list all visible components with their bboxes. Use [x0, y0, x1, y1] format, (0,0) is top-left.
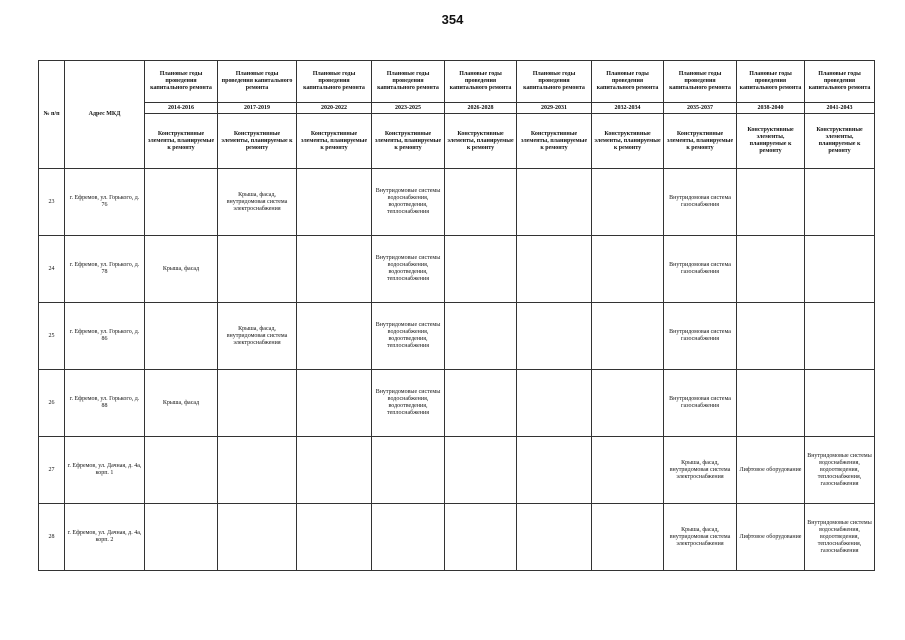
repair-elements-cell [592, 236, 664, 303]
period-years: 2029-2031 [517, 103, 592, 114]
repair-elements-cell: Крыша, фасад [145, 236, 218, 303]
period-elements-label: Конструктивные элементы, планируемые к ремонту [664, 114, 737, 169]
repair-elements-cell: Внутридомовые системы водоснабжения, водоотведения, теплоснабжения [372, 169, 445, 236]
period-elements-label: Конструктивные элементы, планируемые к ремонту [592, 114, 664, 169]
period-title: Плановые годы проведения капитального ремонта [517, 61, 592, 103]
period-years: 2026-2028 [445, 103, 517, 114]
repair-elements-cell [805, 169, 875, 236]
repair-elements-cell [297, 236, 372, 303]
repair-elements-cell: Внутридомовые системы водоснабжения, водоотведения, теплоснабжения [372, 370, 445, 437]
header-address: Адрес МКД [65, 61, 145, 169]
repair-elements-cell: Внутридомовая система газоснабжения [664, 236, 737, 303]
period-years: 2014-2016 [145, 103, 218, 114]
period-years: 2038-2040 [737, 103, 805, 114]
repair-elements-cell [145, 169, 218, 236]
period-elements-label: Конструктивные элементы, планируемые к ремонту [805, 114, 875, 169]
period-elements-label: Конструктивные элементы, планируемые к ремонту [145, 114, 218, 169]
repair-elements-cell [517, 370, 592, 437]
repair-elements-cell [805, 370, 875, 437]
row-address: г. Ефремов, ул. Дачная, д. 4а, корп. 2 [65, 504, 145, 571]
period-years: 2032-2034 [592, 103, 664, 114]
repair-elements-cell [297, 370, 372, 437]
table-row [39, 236, 875, 303]
repair-elements-cell [517, 303, 592, 370]
period-title: Плановые годы проведения капитального ремонта [372, 61, 445, 103]
table-row [39, 504, 875, 571]
period-title: Плановые годы проведения капитального ремонта [805, 61, 875, 103]
header-number: № п/п [39, 61, 65, 169]
table-row [39, 437, 875, 504]
period-title: Плановые годы проведения капитального ремонта [664, 61, 737, 103]
repair-elements-cell [218, 236, 297, 303]
row-number: 27 [39, 437, 65, 504]
repair-elements-cell [297, 437, 372, 504]
row-number: 24 [39, 236, 65, 303]
repair-elements-cell [737, 169, 805, 236]
period-elements-label: Конструктивные элементы, планируемые к ремонту [445, 114, 517, 169]
repair-elements-cell [517, 169, 592, 236]
repair-elements-cell [592, 504, 664, 571]
repair-elements-cell [445, 370, 517, 437]
row-number: 28 [39, 504, 65, 571]
repair-elements-cell: Крыша, фасад, внутридомовая система электроснабжения [218, 169, 297, 236]
table-row [39, 370, 875, 437]
repair-elements-cell [445, 437, 517, 504]
repair-elements-cell [592, 370, 664, 437]
row-address: г. Ефремов, ул. Горького, д. 78 [65, 236, 145, 303]
repair-elements-cell [737, 236, 805, 303]
repair-elements-cell: Внутридомовые системы водоснабжения, водоотведения, теплоснабжения [372, 236, 445, 303]
repair-elements-cell [372, 504, 445, 571]
repair-elements-cell [218, 370, 297, 437]
repair-elements-cell [737, 370, 805, 437]
repair-elements-cell [372, 437, 445, 504]
period-elements-label: Конструктивные элементы, планируемые к ремонту [297, 114, 372, 169]
repair-elements-cell: Внутридомовые системы водоснабжения, водоотведения, теплоснабжения [372, 303, 445, 370]
period-title: Плановые годы проведения капитального ремонта [592, 61, 664, 103]
repair-elements-cell: Лифтовое оборудование [737, 437, 805, 504]
row-number: 26 [39, 370, 65, 437]
period-title: Плановые годы проведения капитального ремонта [445, 61, 517, 103]
repair-elements-cell [517, 236, 592, 303]
repair-elements-cell: Крыша, фасад, внутридомовая система электроснабжения [664, 437, 737, 504]
row-address: г. Ефремов, ул. Горького, д. 86 [65, 303, 145, 370]
repair-elements-cell [517, 504, 592, 571]
period-years: 2017-2019 [218, 103, 297, 114]
repair-elements-cell: Крыша, фасад, внутридомовая система электроснабжения [664, 504, 737, 571]
row-address: г. Ефремов, ул. Дачная, д. 4а, корп. 1 [65, 437, 145, 504]
row-number: 23 [39, 169, 65, 236]
repair-elements-cell [592, 437, 664, 504]
repair-elements-cell [445, 303, 517, 370]
row-address: г. Ефремов, ул. Горького, д. 76 [65, 169, 145, 236]
period-title: Плановые годы проведения капитального ремонта [218, 61, 297, 103]
repair-elements-cell: Внутридомовые системы водоснабжения, водоотведения, теплоснабжения, газоснабжения [805, 504, 875, 571]
repair-elements-cell: Крыша, фасад, внутридомовая система электроснабжения [218, 303, 297, 370]
period-title: Плановые годы проведения капитального ремонта [297, 61, 372, 103]
repair-elements-cell [737, 303, 805, 370]
repair-elements-cell: Лифтовое оборудование [737, 504, 805, 571]
period-years: 2020-2022 [297, 103, 372, 114]
repair-elements-cell [445, 504, 517, 571]
repair-elements-cell [445, 169, 517, 236]
table-row [39, 169, 875, 236]
period-elements-label: Конструктивные элементы, планируемые к ремонту [517, 114, 592, 169]
period-title: Плановые годы проведения капитального ремонта [145, 61, 218, 103]
repair-elements-cell [297, 169, 372, 236]
repair-elements-cell: Внутридомовая система газоснабжения [664, 370, 737, 437]
repair-elements-cell [805, 236, 875, 303]
repair-elements-cell [145, 504, 218, 571]
repair-elements-cell [145, 437, 218, 504]
repair-elements-cell [592, 169, 664, 236]
period-elements-label: Конструктивные элементы, планируемые к ремонту [372, 114, 445, 169]
repair-elements-cell [218, 437, 297, 504]
page-number: 354 [441, 12, 464, 27]
table-row [39, 303, 875, 370]
period-years: 2023-2025 [372, 103, 445, 114]
repair-elements-cell [297, 504, 372, 571]
period-elements-label: Конструктивные элементы, планируемые к ремонту [737, 114, 805, 169]
repair-elements-cell [297, 303, 372, 370]
repair-elements-cell [445, 236, 517, 303]
capital-repair-table [38, 60, 875, 571]
period-years: 2035-2037 [664, 103, 737, 114]
row-address: г. Ефремов, ул. Горького, д. 88 [65, 370, 145, 437]
period-title: Плановые годы проведения капитального ремонта [737, 61, 805, 103]
repair-elements-cell [517, 437, 592, 504]
repair-elements-cell: Внутридомовые системы водоснабжения, водоотведения, теплоснабжения, газоснабжения [805, 437, 875, 504]
repair-elements-cell: Крыша, фасад [145, 370, 218, 437]
repair-elements-cell [218, 504, 297, 571]
repair-elements-cell: Внутридомовая система газоснабжения [664, 303, 737, 370]
period-years: 2041-2043 [805, 103, 875, 114]
repair-elements-cell [592, 303, 664, 370]
repair-elements-cell: Внутридомовая система газоснабжения [664, 169, 737, 236]
row-number: 25 [39, 303, 65, 370]
repair-elements-cell [805, 303, 875, 370]
repair-elements-cell [145, 303, 218, 370]
period-elements-label: Конструктивные элементы, планируемые к ремонту [218, 114, 297, 169]
